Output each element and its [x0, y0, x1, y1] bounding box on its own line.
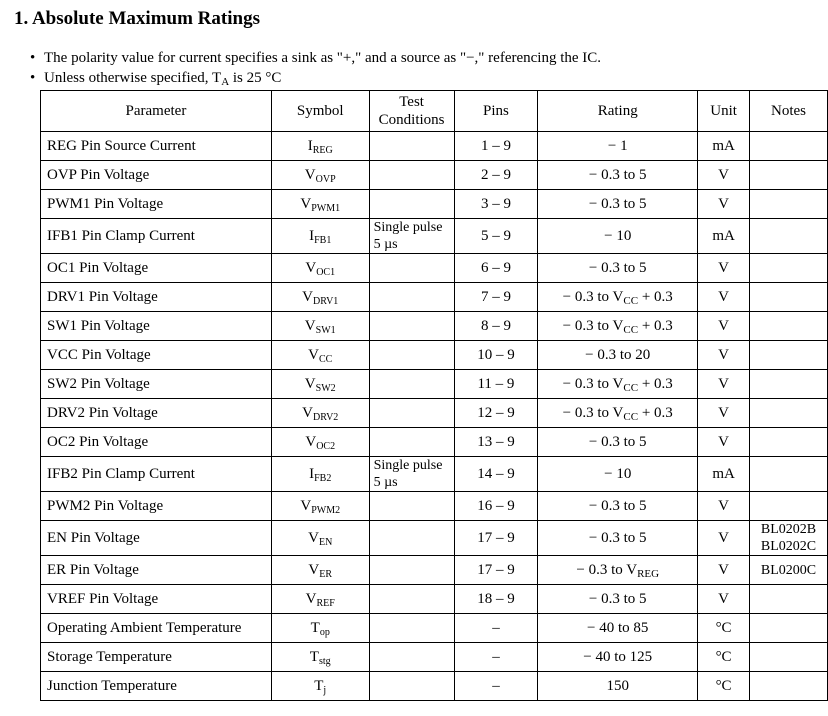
cell-notes	[750, 643, 828, 672]
table-row	[41, 585, 828, 614]
cell-rating	[538, 312, 698, 341]
symbol-main: V	[304, 375, 316, 392]
cell-unit: V	[698, 556, 750, 585]
table-row	[41, 672, 828, 701]
symbol-main: V	[300, 497, 312, 514]
cell-test-conditions	[369, 585, 454, 614]
cell-pins: 7 – 9	[454, 283, 538, 312]
cell-parameter: VREF Pin Voltage	[41, 585, 272, 614]
cell-unit: °C	[698, 614, 750, 643]
symbol-main: V	[300, 195, 312, 212]
cell-parameter: OVP Pin Voltage	[41, 161, 272, 190]
cell-symbol	[271, 190, 369, 219]
cell-test-conditions	[369, 643, 454, 672]
rating-pre: − 0.3 to V	[562, 317, 624, 334]
cell-parameter: VCC Pin Voltage	[41, 341, 272, 370]
cell-parameter: DRV2 Pin Voltage	[41, 399, 272, 428]
cell-symbol	[271, 556, 369, 585]
cell-parameter: EN Pin Voltage	[41, 521, 272, 556]
cell-rating: − 0.3 to 5	[538, 585, 698, 614]
cell-symbol	[271, 132, 369, 161]
cell-test-conditions	[369, 161, 454, 190]
rating-pre: − 0.3 to V	[576, 561, 638, 578]
cell-pins: 11 – 9	[454, 370, 538, 399]
cell-symbol	[271, 370, 369, 399]
cell-test-conditions	[369, 370, 454, 399]
cell-unit: V	[698, 312, 750, 341]
cell-test-conditions	[369, 614, 454, 643]
cell-parameter: REG Pin Source Current	[41, 132, 272, 161]
cell-test-conditions	[369, 521, 454, 556]
cell-symbol	[271, 219, 369, 254]
cell-notes	[750, 254, 828, 283]
symbol-main: V	[302, 288, 313, 305]
table-row	[41, 521, 828, 556]
cell-rating	[538, 556, 698, 585]
cell-rating: − 0.3 to 5	[538, 428, 698, 457]
notes-line2: BL0202C	[760, 539, 817, 554]
cell-unit: °C	[698, 643, 750, 672]
cell-test-conditions	[369, 492, 454, 521]
cell-notes	[750, 132, 828, 161]
cell-test-conditions	[369, 219, 454, 254]
cell-pins: 17 – 9	[454, 556, 538, 585]
cell-symbol	[271, 161, 369, 190]
cell-rating: − 0.3 to 5	[538, 161, 698, 190]
header-unit: Unit	[698, 91, 750, 132]
symbol-subscript: EN	[318, 536, 333, 548]
cell-pins: 1 – 9	[454, 132, 538, 161]
symbol-main: I	[307, 137, 313, 154]
symbol-subscript: SW2	[315, 382, 336, 394]
header-test-line1: Test	[399, 94, 424, 110]
cell-parameter: SW2 Pin Voltage	[41, 370, 272, 399]
cell-notes	[750, 370, 828, 399]
bullet-temp-post: is 25 °C	[229, 70, 282, 86]
cell-rating	[538, 399, 698, 428]
symbol-subscript: DRV2	[312, 411, 339, 423]
cell-test-conditions	[369, 132, 454, 161]
cell-pins: –	[454, 643, 538, 672]
cell-symbol	[271, 492, 369, 521]
cell-pins: –	[454, 614, 538, 643]
symbol-main: V	[305, 259, 317, 276]
cell-rating: − 40 to 85	[538, 614, 698, 643]
symbol-main: T	[314, 677, 324, 694]
table-row	[41, 399, 828, 428]
cell-test-conditions	[369, 341, 454, 370]
cell-pins: –	[454, 672, 538, 701]
cell-parameter: OC2 Pin Voltage	[41, 428, 272, 457]
cell-pins: 3 – 9	[454, 190, 538, 219]
notes-line1: BL0202B	[760, 522, 817, 537]
symbol-subscript: stg	[318, 655, 331, 667]
bullet-temp-text: Unless otherwise specified, T	[44, 70, 222, 86]
cell-parameter: IFB1 Pin Clamp Current	[41, 219, 272, 254]
header-parameter: Parameter	[41, 91, 272, 132]
cell-test-conditions	[369, 399, 454, 428]
cell-notes	[750, 457, 828, 492]
header-test-line2: Conditions	[378, 112, 445, 128]
test-condition-line1: Single pulse	[373, 220, 443, 235]
cell-notes	[750, 219, 828, 254]
cell-symbol	[271, 341, 369, 370]
cell-parameter: SW1 Pin Voltage	[41, 312, 272, 341]
symbol-subscript: ER	[319, 568, 333, 580]
cell-test-conditions	[369, 312, 454, 341]
cell-unit: V	[698, 283, 750, 312]
rating-subscript: CC	[623, 410, 639, 423]
symbol-subscript: op	[319, 626, 330, 638]
symbol-subscript: CC	[318, 353, 333, 365]
cell-rating: − 0.3 to 5	[538, 254, 698, 283]
cell-unit: V	[698, 492, 750, 521]
cell-parameter: PWM1 Pin Voltage	[41, 190, 272, 219]
header-symbol: Symbol	[271, 91, 369, 132]
cell-test-conditions	[369, 672, 454, 701]
cell-parameter: ER Pin Voltage	[41, 556, 272, 585]
rating-subscript: REG	[637, 567, 660, 580]
symbol-main: V	[308, 529, 319, 546]
cell-pins: 14 – 9	[454, 457, 538, 492]
cell-parameter: Operating Ambient Temperature	[41, 614, 272, 643]
symbol-main: V	[305, 433, 317, 450]
cell-unit: mA	[698, 132, 750, 161]
cell-notes	[750, 399, 828, 428]
cell-notes	[750, 190, 828, 219]
cell-unit: V	[698, 428, 750, 457]
cell-rating	[538, 283, 698, 312]
cell-symbol	[271, 521, 369, 556]
cell-pins: 2 – 9	[454, 161, 538, 190]
cell-notes	[750, 672, 828, 701]
cell-test-conditions	[369, 283, 454, 312]
cell-rating: − 10	[538, 457, 698, 492]
section-title: 1. Absolute Maximum Ratings	[14, 8, 260, 29]
cell-notes	[750, 521, 828, 556]
table-row	[41, 161, 828, 190]
symbol-main: V	[308, 561, 320, 578]
rating-subscript: CC	[623, 294, 639, 307]
symbol-subscript: REF	[316, 597, 335, 609]
symbol-subscript: DRV1	[312, 295, 339, 307]
symbol-subscript: FB1	[314, 234, 332, 246]
cell-rating: − 0.3 to 5	[538, 190, 698, 219]
rating-pre: − 0.3 to V	[562, 375, 624, 392]
symbol-main: T	[310, 619, 320, 636]
symbol-subscript: PWM1	[311, 202, 341, 214]
header-test-conditions	[369, 91, 454, 132]
bullet-polarity: • The polarity value for current specifies a sink as "+," and a source as "−," referencing the IC.	[30, 48, 601, 68]
cell-rating: − 10	[538, 219, 698, 254]
cell-unit: V	[698, 254, 750, 283]
cell-symbol	[271, 312, 369, 341]
cell-unit: mA	[698, 219, 750, 254]
cell-unit: V	[698, 399, 750, 428]
cell-symbol	[271, 457, 369, 492]
cell-notes	[750, 341, 828, 370]
cell-unit: V	[698, 190, 750, 219]
cell-unit: V	[698, 370, 750, 399]
table-body	[41, 132, 828, 701]
cell-pins: 8 – 9	[454, 312, 538, 341]
header-pins: Pins	[454, 91, 538, 132]
rating-subscript: CC	[623, 323, 639, 336]
cell-notes	[750, 492, 828, 521]
symbol-main: V	[304, 166, 316, 183]
cell-rating: 150	[538, 672, 698, 701]
cell-notes	[750, 614, 828, 643]
table-header-row	[41, 91, 828, 132]
cell-symbol	[271, 585, 369, 614]
bullet-temperature	[30, 68, 601, 88]
cell-symbol	[271, 254, 369, 283]
cell-notes	[750, 428, 828, 457]
table-row	[41, 492, 828, 521]
symbol-subscript: REG	[312, 144, 333, 156]
rating-post: + 0.3	[638, 404, 673, 421]
test-condition-line1: Single pulse	[373, 458, 443, 473]
symbol-subscript: OVP	[315, 173, 336, 185]
table-row	[41, 254, 828, 283]
cell-unit: mA	[698, 457, 750, 492]
cell-rating: − 0.3 to 20	[538, 341, 698, 370]
table-row	[41, 370, 828, 399]
table-row	[41, 312, 828, 341]
cell-test-conditions	[369, 428, 454, 457]
table-row	[41, 190, 828, 219]
table-row	[41, 283, 828, 312]
bullet-temp-sub: A	[221, 76, 230, 88]
cell-pins: 18 – 9	[454, 585, 538, 614]
cell-symbol	[271, 428, 369, 457]
cell-test-conditions	[369, 190, 454, 219]
cell-pins: 17 – 9	[454, 521, 538, 556]
absolute-max-ratings-table	[40, 90, 828, 701]
cell-test-conditions	[369, 556, 454, 585]
cell-rating: − 0.3 to 5	[538, 492, 698, 521]
cell-parameter: Junction Temperature	[41, 672, 272, 701]
test-condition-line2: 5 µs	[373, 237, 398, 252]
table-row	[41, 219, 828, 254]
cell-rating: − 40 to 125	[538, 643, 698, 672]
symbol-main: V	[305, 590, 317, 607]
symbol-main: I	[309, 465, 315, 482]
bullet-list	[30, 48, 601, 88]
cell-symbol	[271, 643, 369, 672]
cell-notes	[750, 312, 828, 341]
cell-pins: 12 – 9	[454, 399, 538, 428]
table-row	[41, 614, 828, 643]
cell-notes	[750, 283, 828, 312]
cell-pins: 13 – 9	[454, 428, 538, 457]
cell-notes	[750, 556, 828, 585]
header-notes: Notes	[750, 91, 828, 132]
header-rating: Rating	[538, 91, 698, 132]
rating-post: + 0.3	[638, 317, 673, 334]
table-row	[41, 556, 828, 585]
table-row	[41, 457, 828, 492]
cell-symbol	[271, 672, 369, 701]
rating-subscript: CC	[623, 381, 639, 394]
cell-notes	[750, 161, 828, 190]
cell-unit: V	[698, 341, 750, 370]
table-row	[41, 643, 828, 672]
table-row	[41, 132, 828, 161]
cell-notes	[750, 585, 828, 614]
cell-rating: − 1	[538, 132, 698, 161]
cell-parameter: OC1 Pin Voltage	[41, 254, 272, 283]
cell-unit: V	[698, 585, 750, 614]
symbol-subscript: OC2	[316, 440, 336, 452]
symbol-main: I	[309, 227, 315, 244]
cell-rating	[538, 370, 698, 399]
cell-parameter: PWM2 Pin Voltage	[41, 492, 272, 521]
rating-post: + 0.3	[638, 288, 673, 305]
rating-post: + 0.3	[638, 375, 673, 392]
cell-symbol	[271, 399, 369, 428]
rating-pre: − 0.3 to V	[562, 288, 624, 305]
symbol-main: V	[304, 317, 316, 334]
cell-parameter: Storage Temperature	[41, 643, 272, 672]
symbol-main: V	[308, 346, 319, 363]
cell-pins: 16 – 9	[454, 492, 538, 521]
symbol-subscript: FB2	[314, 472, 332, 484]
symbol-subscript: OC1	[316, 266, 336, 278]
notes-line1: BL0200C	[760, 562, 817, 578]
cell-unit: V	[698, 521, 750, 556]
cell-pins: 5 – 9	[454, 219, 538, 254]
cell-unit: °C	[698, 672, 750, 701]
cell-symbol	[271, 283, 369, 312]
table-row	[41, 428, 828, 457]
cell-pins: 10 – 9	[454, 341, 538, 370]
test-condition-line2: 5 µs	[373, 475, 398, 490]
rating-pre: − 0.3 to V	[562, 404, 624, 421]
cell-pins: 6 – 9	[454, 254, 538, 283]
cell-parameter: IFB2 Pin Clamp Current	[41, 457, 272, 492]
symbol-main: V	[302, 404, 313, 421]
symbol-subscript: j	[323, 684, 327, 696]
cell-unit: V	[698, 161, 750, 190]
cell-test-conditions	[369, 457, 454, 492]
cell-test-conditions	[369, 254, 454, 283]
cell-symbol	[271, 614, 369, 643]
cell-parameter: DRV1 Pin Voltage	[41, 283, 272, 312]
symbol-main: T	[309, 648, 319, 665]
table-row	[41, 341, 828, 370]
cell-rating: − 0.3 to 5	[538, 521, 698, 556]
symbol-subscript: SW1	[315, 324, 336, 336]
symbol-subscript: PWM2	[311, 504, 341, 516]
